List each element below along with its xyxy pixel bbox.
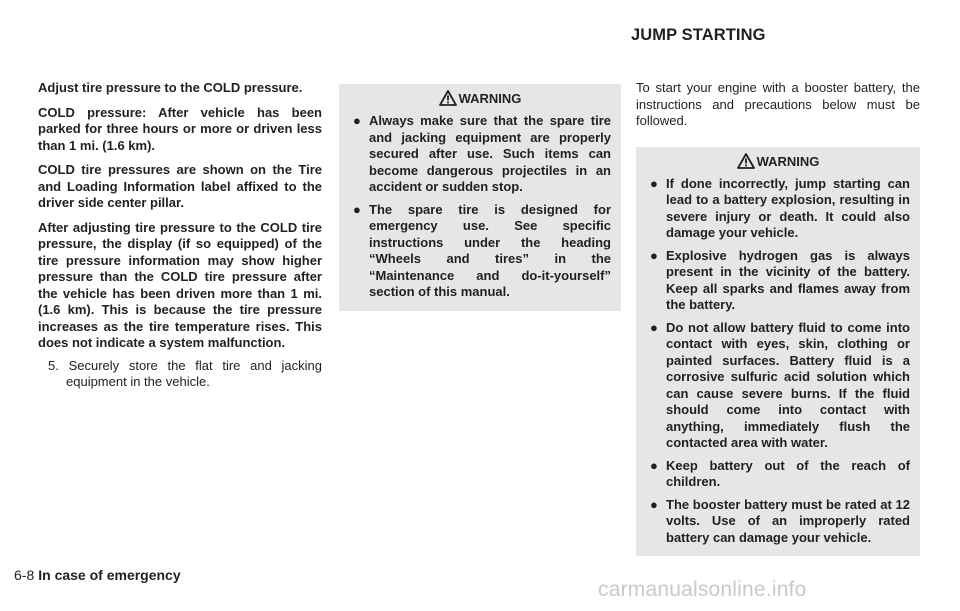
section-title: JUMP STARTING (631, 26, 766, 44)
bullet: ● (650, 319, 658, 335)
column-middle (339, 84, 621, 311)
warning-item: ● Explosive hydrogen gas is always present in the vicinity of the battery. Keep all sparks and flames away from the battery. (650, 247, 910, 312)
warning-item: ● The booster battery must be rated at 12 volts. Use of an improperly rated battery can damage your vehicle. (650, 496, 910, 545)
step-5: 5. Securely store the flat tire and jacking equipment in the vehicle. (48, 357, 322, 389)
warning-triangle-icon (737, 153, 755, 169)
chapter-title: In case of emergency (38, 567, 181, 583)
bullet: ● (650, 496, 658, 512)
page-footer (14, 567, 181, 583)
warning-list (646, 176, 910, 547)
column-left (38, 80, 322, 391)
intro-paragraph: To start your engine with a booster battery, the instructions and precautions below must be followed. (636, 80, 920, 128)
paragraph: After adjusting tire pressure to the COLD tire pressure, the display (if so equipped) of the tire pressure information may show higher pressure than the COLD tire pressure after the vehicle has been driven more than 1 mi. (1.6 km). This is because the tire pressure increases as the tire temperature rises. This does not indicate a system malfunction. (38, 219, 322, 350)
bullet: ● (353, 113, 361, 128)
warning-item: ● Keep battery out of the reach of children. (650, 457, 910, 489)
warning-heading-text: WARNING (458, 91, 522, 106)
warning-item: ● The spare tire is designed for emergency use. See specific instructions under the heading “Wheels and tires” in the “Maintenance and do-it-yourself” section of this manual. (353, 201, 611, 299)
warning-item: ● If done incorrectly, jump starting can lead to a battery explosion, resulting in severe injury or death. It could also damage your vehicle. (650, 175, 910, 240)
warning-heading (646, 153, 910, 170)
warning-item: ● Always make sure that the spare tire and jacking equipment are properly secured after use. Such items can become dangerous projectiles in an accident or sudden stop. (353, 113, 611, 194)
warning-item: ● Do not allow battery fluid to come into contact with eyes, skin, clothing or painted surfaces. Battery fluid is a corrosive sulfuric acid solution which can cause severe burns. If the fluid should come into contact with anything, immediately flush the contacted area with water. (650, 319, 910, 450)
bullet: ● (650, 457, 658, 473)
paragraph: Adjust tire pressure to the COLD pressure. (38, 80, 303, 95)
watermark: carmanualsonline.info (598, 578, 807, 601)
paragraph: COLD pressure: After vehicle has been parked for three hours or more or driven less than 1 mi. (1.6 km). (38, 104, 322, 153)
paragraph: COLD tire pressures are shown on the Tire and Loading Information label affixed to the driver side center pillar. (38, 162, 322, 210)
bullet: ● (353, 201, 361, 217)
warning-heading (349, 90, 611, 107)
column-right (636, 80, 920, 556)
bullet: ● (650, 175, 658, 191)
warning-box (636, 147, 920, 557)
page-number: 6-8 (14, 567, 35, 583)
warning-list (349, 113, 611, 301)
bullet: ● (650, 247, 658, 263)
warning-triangle-icon (439, 90, 457, 106)
warning-box (339, 84, 621, 311)
warning-heading-text: WARNING (756, 153, 820, 169)
